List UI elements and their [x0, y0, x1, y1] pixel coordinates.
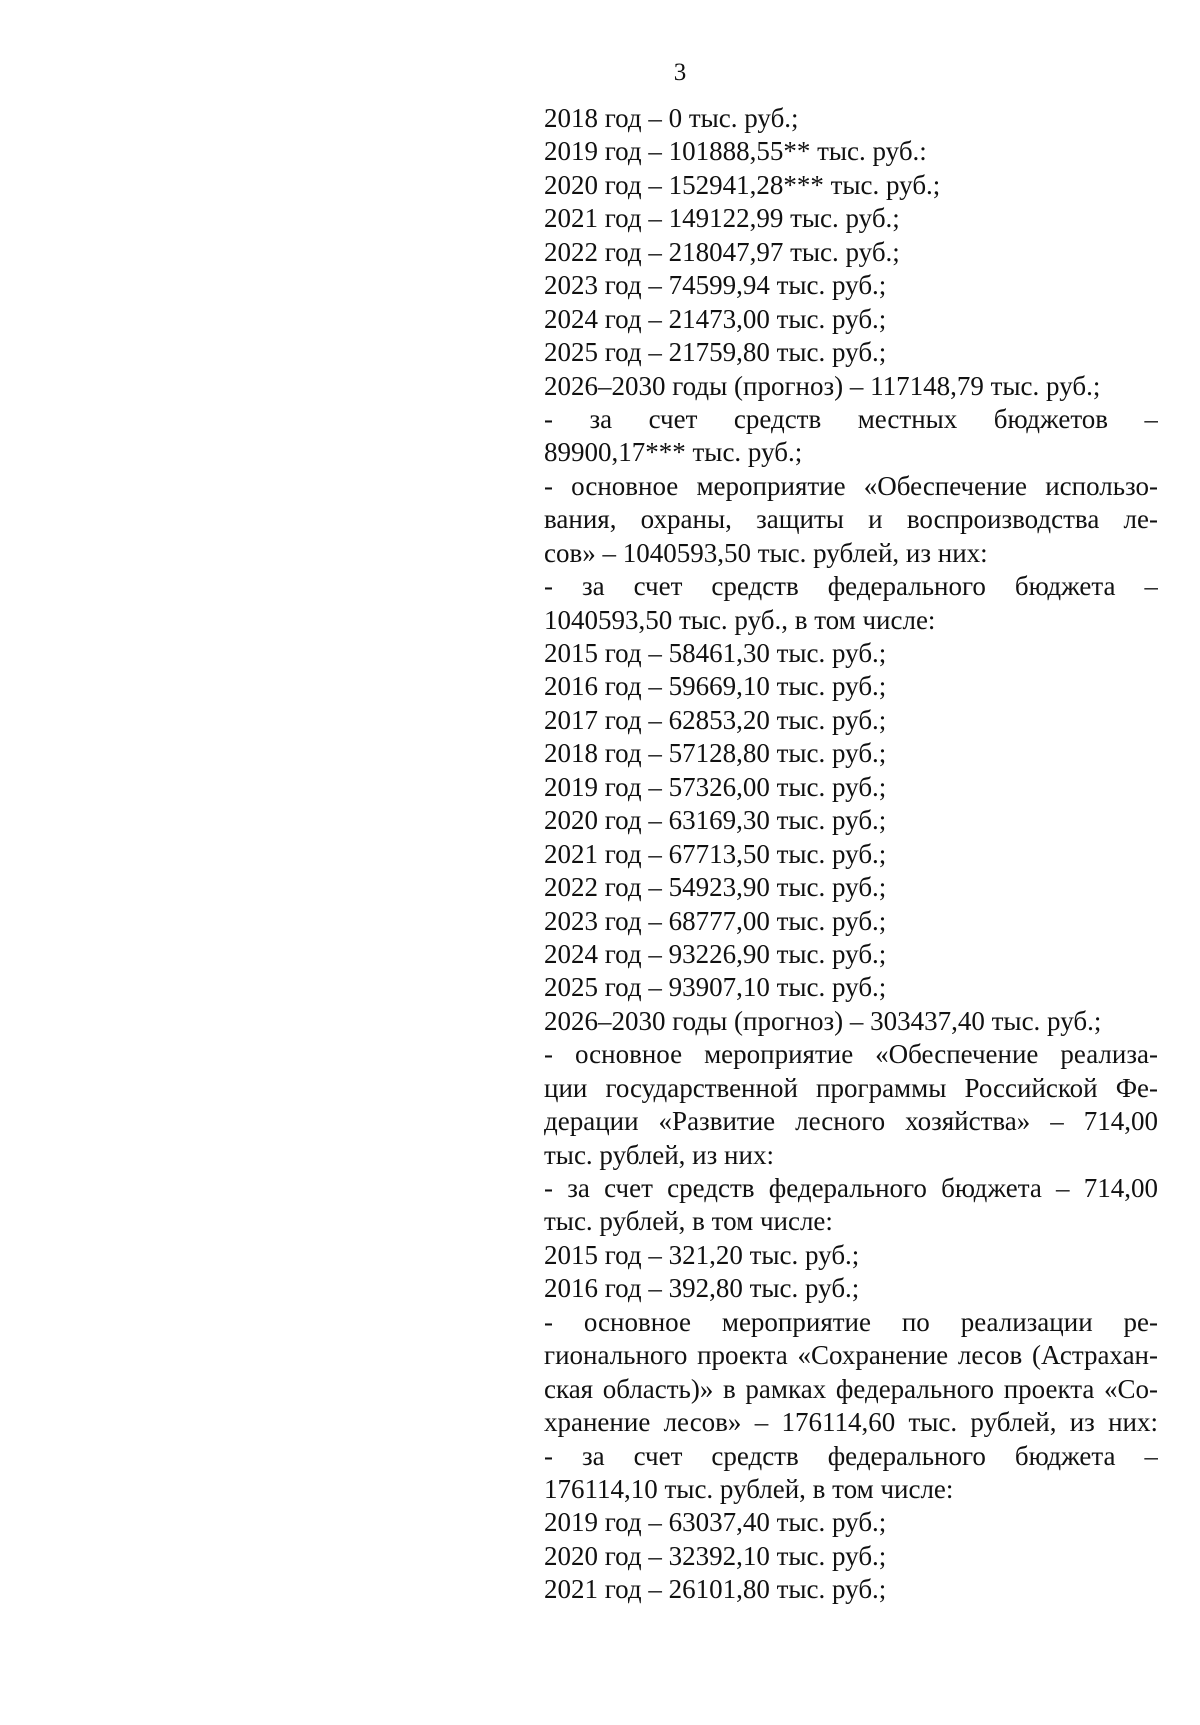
text-line: - за счет средств федерального бюджета – 714,00 [544, 1173, 1158, 1203]
text-line: - за счет средств местных бюджетов – [544, 403, 1158, 434]
text-line: 2020 год – 63169,30 тыс. руб.; [544, 805, 887, 836]
text-line: - основное мероприятие «Обеспечение использо- [544, 470, 1158, 501]
text-line: 176114,10 тыс. рублей, в том числе: [544, 1473, 954, 1504]
text-line: сов» – 1040593,50 тыс. рублей, из них: [544, 537, 988, 568]
text-line: 2020 год – 152941,28*** тыс. руб.; [544, 169, 941, 200]
text-line: 2019 год – 63037,40 тыс. руб.; [544, 1507, 887, 1538]
text-line: 1040593,50 тыс. руб., в том числе: [544, 604, 936, 635]
text-line: 2015 год – 321,20 тыс. руб.; [544, 1239, 860, 1270]
text-line: тыс. рублей, из них: [544, 1139, 774, 1170]
text-line: - за счет средств федерального бюджета – [544, 1440, 1158, 1471]
text-line: - основное мероприятие по реализации ре- [544, 1306, 1158, 1337]
text-line: дерации «Развитие лесного хозяйства» – 714,00 [544, 1106, 1158, 1137]
text-line: 89900,17*** тыс. руб.; [544, 437, 803, 468]
text-line: 2024 год – 93226,90 тыс. руб.; [544, 938, 887, 969]
document-text-column [544, 102, 1158, 1607]
text-line: 2015 год – 58461,30 тыс. руб.; [544, 638, 887, 668]
text-line: - основное мероприятие «Обеспечение реализа- [544, 1039, 1158, 1070]
text-line: - за счет средств федерального бюджета – [544, 571, 1158, 602]
text-line: гионального проекта «Сохранение лесов (Астрахан- [544, 1340, 1158, 1371]
text-line: 2026–2030 годы (прогноз) – 117148,79 тыс. руб.; [544, 370, 1101, 401]
text-line: 2026–2030 годы (прогноз) – 303437,40 тыс. руб.; [544, 1005, 1102, 1036]
text-line: 2022 год – 218047,97 тыс. руб.; [544, 236, 900, 267]
text-line: 2025 год – 93907,10 тыс. руб.; [544, 972, 887, 1003]
text-line: 2025 год – 21759,80 тыс. руб.; [544, 337, 887, 368]
text-line: 2017 год – 62853,20 тыс. руб.; [544, 704, 887, 735]
text-line: 2020 год – 32392,10 тыс. руб.; [544, 1540, 887, 1571]
text-line: 2021 год – 67713,50 тыс. руб.; [544, 838, 887, 869]
text-line: 2018 год – 57128,80 тыс. руб.; [544, 738, 887, 769]
text-line: 2019 год – 57326,00 тыс. руб.; [544, 771, 887, 802]
text-line: хранение лесов» – 176114,60 тыс. рублей, из них: [544, 1407, 1158, 1438]
text-line: ции государственной программы Российской Фе- [544, 1072, 1158, 1103]
text-line: тыс. рублей, в том числе: [544, 1206, 833, 1237]
text-line: 2016 год – 59669,10 тыс. руб.; [544, 671, 887, 702]
text-line: 2019 год – 101888,55** тыс. руб.: [544, 136, 927, 167]
text-line: ская область)» в рамках федерального проекта «Со- [544, 1373, 1158, 1404]
page-number: 3 [673, 59, 687, 86]
text-line: вания, охраны, защиты и воспроизводства ле- [544, 504, 1158, 535]
text-line: 2022 год – 54923,90 тыс. руб.; [544, 872, 887, 903]
text-line: 2023 год – 68777,00 тыс. руб.; [544, 905, 887, 936]
text-line: 2016 год – 392,80 тыс. руб.; [544, 1273, 860, 1304]
text-line: 2024 год – 21473,00 тыс. руб.; [544, 303, 887, 334]
text-line: 2021 год – 26101,80 тыс. руб.; [544, 1574, 887, 1605]
text-line: 2021 год – 149122,99 тыс. руб.; [544, 203, 900, 234]
text-line: 2018 год – 0 тыс. руб.; [544, 103, 799, 133]
text-line: 2023 год – 74599,94 тыс. руб.; [544, 270, 887, 301]
